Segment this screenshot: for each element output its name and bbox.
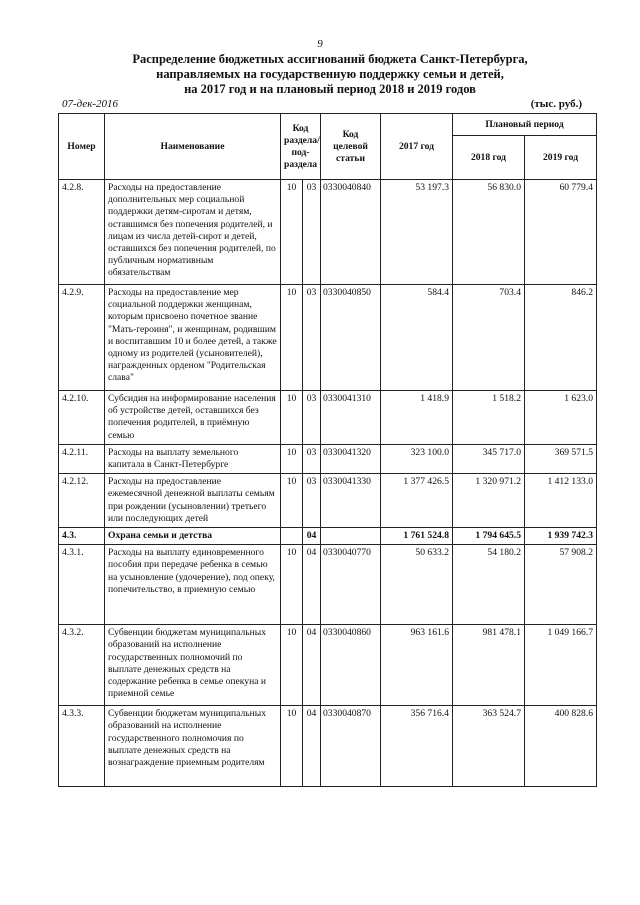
row-value-2019: 846.2 [525, 285, 597, 391]
row-target-code: 0330041330 [321, 474, 381, 528]
row-target-code [321, 528, 381, 545]
header-target-code: Код целевой статьи [321, 114, 381, 180]
row-value-2018: 703.4 [453, 285, 525, 391]
table-row [59, 545, 597, 625]
row-razdel: 10 [281, 285, 303, 391]
row-target-code: 0330040770 [321, 545, 381, 625]
document-title [60, 52, 600, 97]
table-row [59, 285, 597, 391]
row-razdel: 10 [281, 444, 303, 473]
row-value-2018: 54 180.2 [453, 545, 525, 625]
row-name: Субсидия на информирование населения об устройстве детей, оставшихся без попечения родителей, в приёмную семью [105, 391, 281, 445]
table-row [59, 180, 597, 285]
row-value-2017: 1 761 524.8 [381, 528, 453, 545]
table-row [59, 625, 597, 706]
row-value-2018: 363 524.7 [453, 706, 525, 787]
row-value-2018: 345 717.0 [453, 444, 525, 473]
row-target-code: 0330040870 [321, 706, 381, 787]
row-number: 4.2.12. [59, 474, 105, 528]
units-label: (тыс. руб.) [530, 98, 582, 110]
header-number: Номер [59, 114, 105, 180]
table-row [59, 474, 597, 528]
row-value-2017: 963 161.6 [381, 625, 453, 706]
header-section-code: Код раздела/ под-раздела [281, 114, 321, 180]
table-row [59, 391, 597, 445]
row-value-2019: 1 623.0 [525, 391, 597, 445]
row-podrazdel: 04 [303, 625, 321, 706]
header-2017: 2017 год [381, 114, 453, 180]
table-row [59, 444, 597, 473]
row-podrazdel: 03 [303, 444, 321, 473]
row-razdel: 10 [281, 545, 303, 625]
row-target-code: 0330040840 [321, 180, 381, 285]
row-name: Субвенции бюджетам муниципальных образований на исполнение государственного полномочия по выплате денежных средств на вознаграждение приемным родителям [105, 706, 281, 787]
row-number: 4.3. [59, 528, 105, 545]
row-value-2019: 369 571.5 [525, 444, 597, 473]
row-name: Расходы на выплату единовременного пособия при передаче ребенка в семью на усыновление (удочерение), под опеку, попечительство, в приемную семью [105, 545, 281, 625]
row-name: Субвенции бюджетам муниципальных образований на исполнение государственных полномочий по выплате денежных средств на содержание ребенка в семье опекуна и приемной семье [105, 625, 281, 706]
row-target-code: 0330040860 [321, 625, 381, 706]
row-value-2019: 1 412 133.0 [525, 474, 597, 528]
row-value-2017: 584.4 [381, 285, 453, 391]
table-row [59, 528, 597, 545]
row-value-2017: 356 716.4 [381, 706, 453, 787]
row-name: Расходы на выплату земельного капитала в Санкт-Петербурге [105, 444, 281, 473]
row-razdel [281, 528, 303, 545]
row-value-2018: 1 794 645.5 [453, 528, 525, 545]
row-number: 4.2.10. [59, 391, 105, 445]
row-podrazdel: 04 [303, 706, 321, 787]
row-target-code: 0330041320 [321, 444, 381, 473]
title-line-1: Распределение бюджетных ассигнований бюджета Санкт-Петербурга, [132, 52, 528, 66]
row-podrazdel: 03 [303, 474, 321, 528]
row-number: 4.2.11. [59, 444, 105, 473]
page-number: 9 [317, 38, 323, 50]
row-podrazdel: 04 [303, 528, 321, 545]
row-value-2017: 53 197.3 [381, 180, 453, 285]
row-value-2017: 323 100.0 [381, 444, 453, 473]
header-plan-period: Плановый период [453, 114, 597, 136]
header-2018: 2018 год [453, 136, 525, 180]
title-line-2: направляемых на государственную поддержку семьи и детей, [156, 67, 504, 81]
row-razdel: 10 [281, 706, 303, 787]
row-number: 4.2.8. [59, 180, 105, 285]
table-body [59, 180, 597, 787]
row-value-2017: 1 418.9 [381, 391, 453, 445]
row-value-2018: 981 478.1 [453, 625, 525, 706]
row-name: Расходы на предоставление ежемесячной денежной выплаты семьям при рождении (усыновлении) третьего или последующих детей [105, 474, 281, 528]
row-value-2019: 1 939 742.3 [525, 528, 597, 545]
row-value-2017: 1 377 426.5 [381, 474, 453, 528]
row-podrazdel: 03 [303, 391, 321, 445]
row-podrazdel: 03 [303, 285, 321, 391]
row-razdel: 10 [281, 391, 303, 445]
row-number: 4.2.9. [59, 285, 105, 391]
row-value-2018: 1 518.2 [453, 391, 525, 445]
row-number: 4.3.3. [59, 706, 105, 787]
row-razdel: 10 [281, 180, 303, 285]
row-name: Охрана семьи и детства [105, 528, 281, 545]
row-value-2019: 60 779.4 [525, 180, 597, 285]
table-row [59, 706, 597, 787]
row-target-code: 0330041310 [321, 391, 381, 445]
row-number: 4.3.2. [59, 625, 105, 706]
row-name: Расходы на предоставление дополнительных мер социальной поддержки детям-сиротам и детям, оставшимся без попечения родителей, и лицам из числа детей-сирот и детей, оставшихся без попечения родителей, по публичным нормативным обязательствам [105, 180, 281, 285]
row-value-2019: 400 828.6 [525, 706, 597, 787]
row-razdel: 10 [281, 474, 303, 528]
row-value-2018: 1 320 971.2 [453, 474, 525, 528]
row-podrazdel: 04 [303, 545, 321, 625]
budget-table [58, 113, 597, 787]
row-value-2019: 57 908.2 [525, 545, 597, 625]
header-name: Наименование [105, 114, 281, 180]
row-podrazdel: 03 [303, 180, 321, 285]
row-razdel: 10 [281, 625, 303, 706]
header-2019: 2019 год [525, 136, 597, 180]
title-line-3: на 2017 год и на плановый период 2018 и 2019 годов [184, 82, 476, 96]
row-number: 4.3.1. [59, 545, 105, 625]
row-target-code: 0330040850 [321, 285, 381, 391]
row-value-2018: 56 830.0 [453, 180, 525, 285]
document-date: 07-дек-2016 [62, 98, 119, 110]
row-value-2017: 50 633.2 [381, 545, 453, 625]
row-value-2019: 1 049 166.7 [525, 625, 597, 706]
row-name: Расходы на предоставление мер социальной поддержки женщинам, которым присвоено почетное звание "Мать-героиня", и женщинам, родившим и воспитавшим 10 и более детей, а также одному из родителей (усыновителей), награжденных орденом "Родительская слава" [105, 285, 281, 391]
